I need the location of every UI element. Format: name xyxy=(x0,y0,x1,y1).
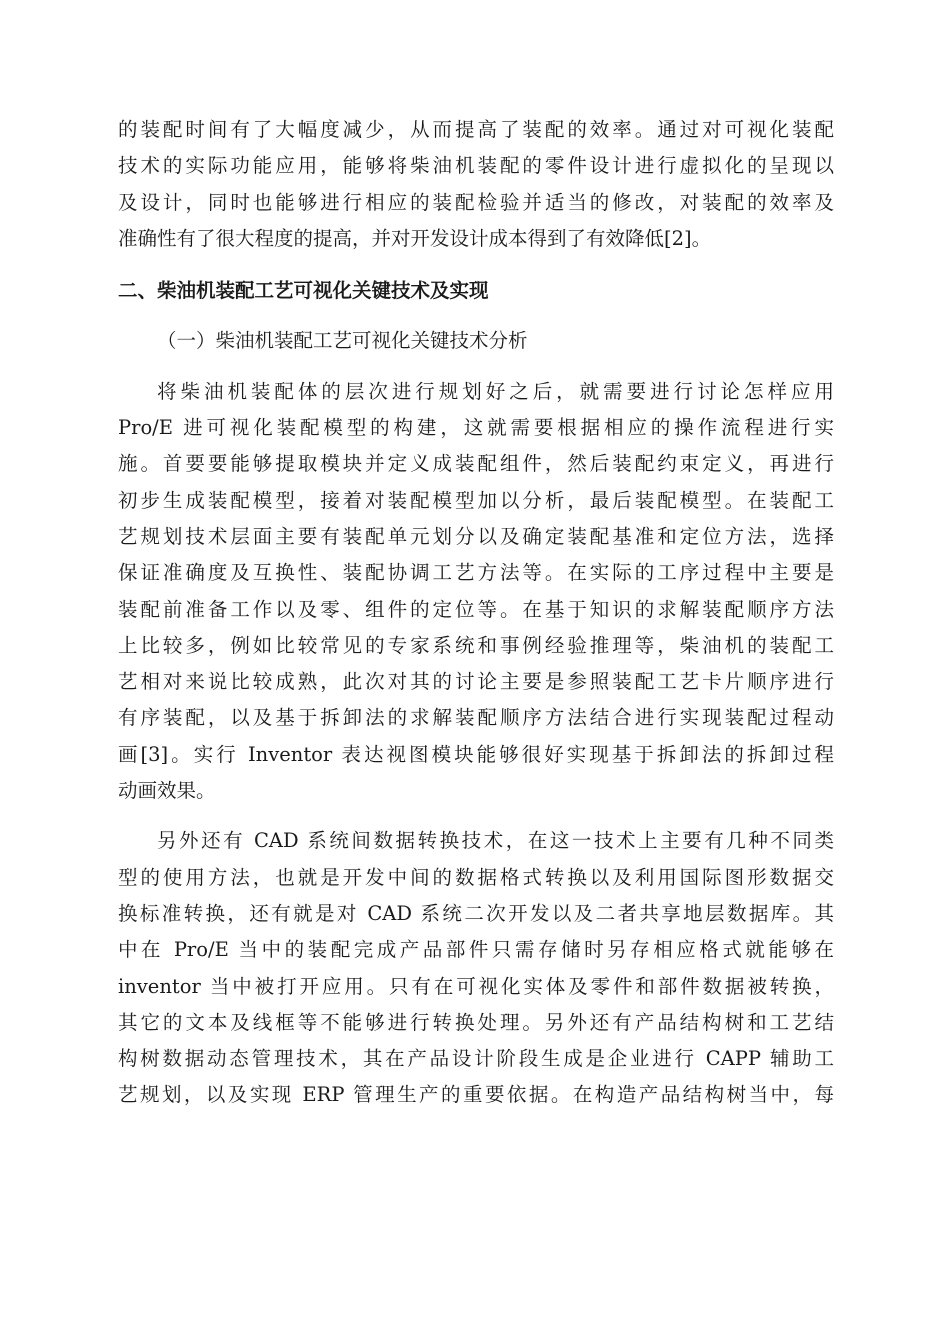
text-line: 换标准转换，还有就是对 CAD 系统二次开发以及二者共享地层数据库。其 xyxy=(118,901,834,925)
text-line: 画[3]。实行 Inventor 表达视图模块能够很好实现基于拆卸法的拆卸过程 xyxy=(118,742,834,766)
text-line: 施。首要要能够提取模块并定义成装配组件，然后装配约束定义，再进行 xyxy=(118,452,834,476)
text-line: 装配前准备工作以及零、组件的定位等。在基于知识的求解装配顺序方法 xyxy=(118,597,834,621)
text-line: 技术的实际功能应用，能够将柴油机装配的零件设计进行虚拟化的呈现以 xyxy=(118,154,834,178)
text-line: 型的使用方法，也就是开发中间的数据格式转换以及利用国际图形数据交 xyxy=(118,865,834,889)
subsection-heading: （一）柴油机装配工艺可视化关键技术分析 xyxy=(157,329,528,353)
text-line: inventor 当中被打开应用。只有在可视化实体及零件和部件数据被转换， xyxy=(118,974,834,998)
document-page xyxy=(118,112,834,1128)
paragraph-cad-conversion xyxy=(118,823,834,1113)
paragraph-continuation xyxy=(118,112,834,257)
text-line: 艺相对来说比较成熟，此次对其的讨论主要是参照装配工艺卡片顺序进行 xyxy=(118,670,834,694)
text-line: 艺规划技术层面主要有装配单元划分以及确定装配基准和定位方法，选择 xyxy=(118,524,834,548)
text-line: 及设计，同时也能够进行相应的装配检验并适当的修改，对装配的效率及 xyxy=(118,190,834,214)
text-line: 保证准确度及互换性、装配协调工艺方法等。在实际的工序过程中主要是 xyxy=(118,561,834,585)
paragraph-key-technology xyxy=(118,374,834,810)
text-line: 将柴油机装配体的层次进行规划好之后，就需要进行讨论怎样应用 xyxy=(157,379,834,403)
text-line: 动画效果。 xyxy=(118,779,216,803)
text-line: 的装配时间有了大幅度减少，从而提高了装配的效率。通过对可视化装配 xyxy=(118,118,834,141)
text-line: 上比较多，例如比较常见的专家系统和事例经验推理等，柴油机的装配工 xyxy=(118,633,834,657)
text-line: 准确性有了很大程度的提高，并对开发设计成本得到了有效降低[2]。 xyxy=(118,226,712,250)
text-line: 有序装配，以及基于拆卸法的求解装配顺序方法结合进行实现装配过程动 xyxy=(118,706,834,730)
text-line: 艺规划，以及实现 ERP 管理生产的重要依据。在构造产品结构树当中，每 xyxy=(118,1083,834,1107)
section-heading: 二、柴油机装配工艺可视化关键技术及实现 xyxy=(118,279,489,303)
text-line: 初步生成装配模型，接着对装配模型加以分析，最后装配模型。在装配工 xyxy=(118,488,834,512)
text-line: 其它的文本及线框等不能够进行转换处理。另外还有产品结构树和工艺结 xyxy=(118,1010,834,1034)
text-line: 构树数据动态管理技术，其在产品设计阶段生成是企业进行 CAPP 辅助工 xyxy=(118,1047,834,1071)
text-line: 另外还有 CAD 系统间数据转换技术，在这一技术上主要有几种不同类 xyxy=(157,829,834,853)
text-line: Pro/E 进可视化装配模型的构建，这就需要根据相应的操作流程进行实 xyxy=(118,416,834,440)
text-line: 中在 Pro/E 当中的装配完成产品部件只需存储时另存相应格式就能够在 xyxy=(118,938,834,962)
